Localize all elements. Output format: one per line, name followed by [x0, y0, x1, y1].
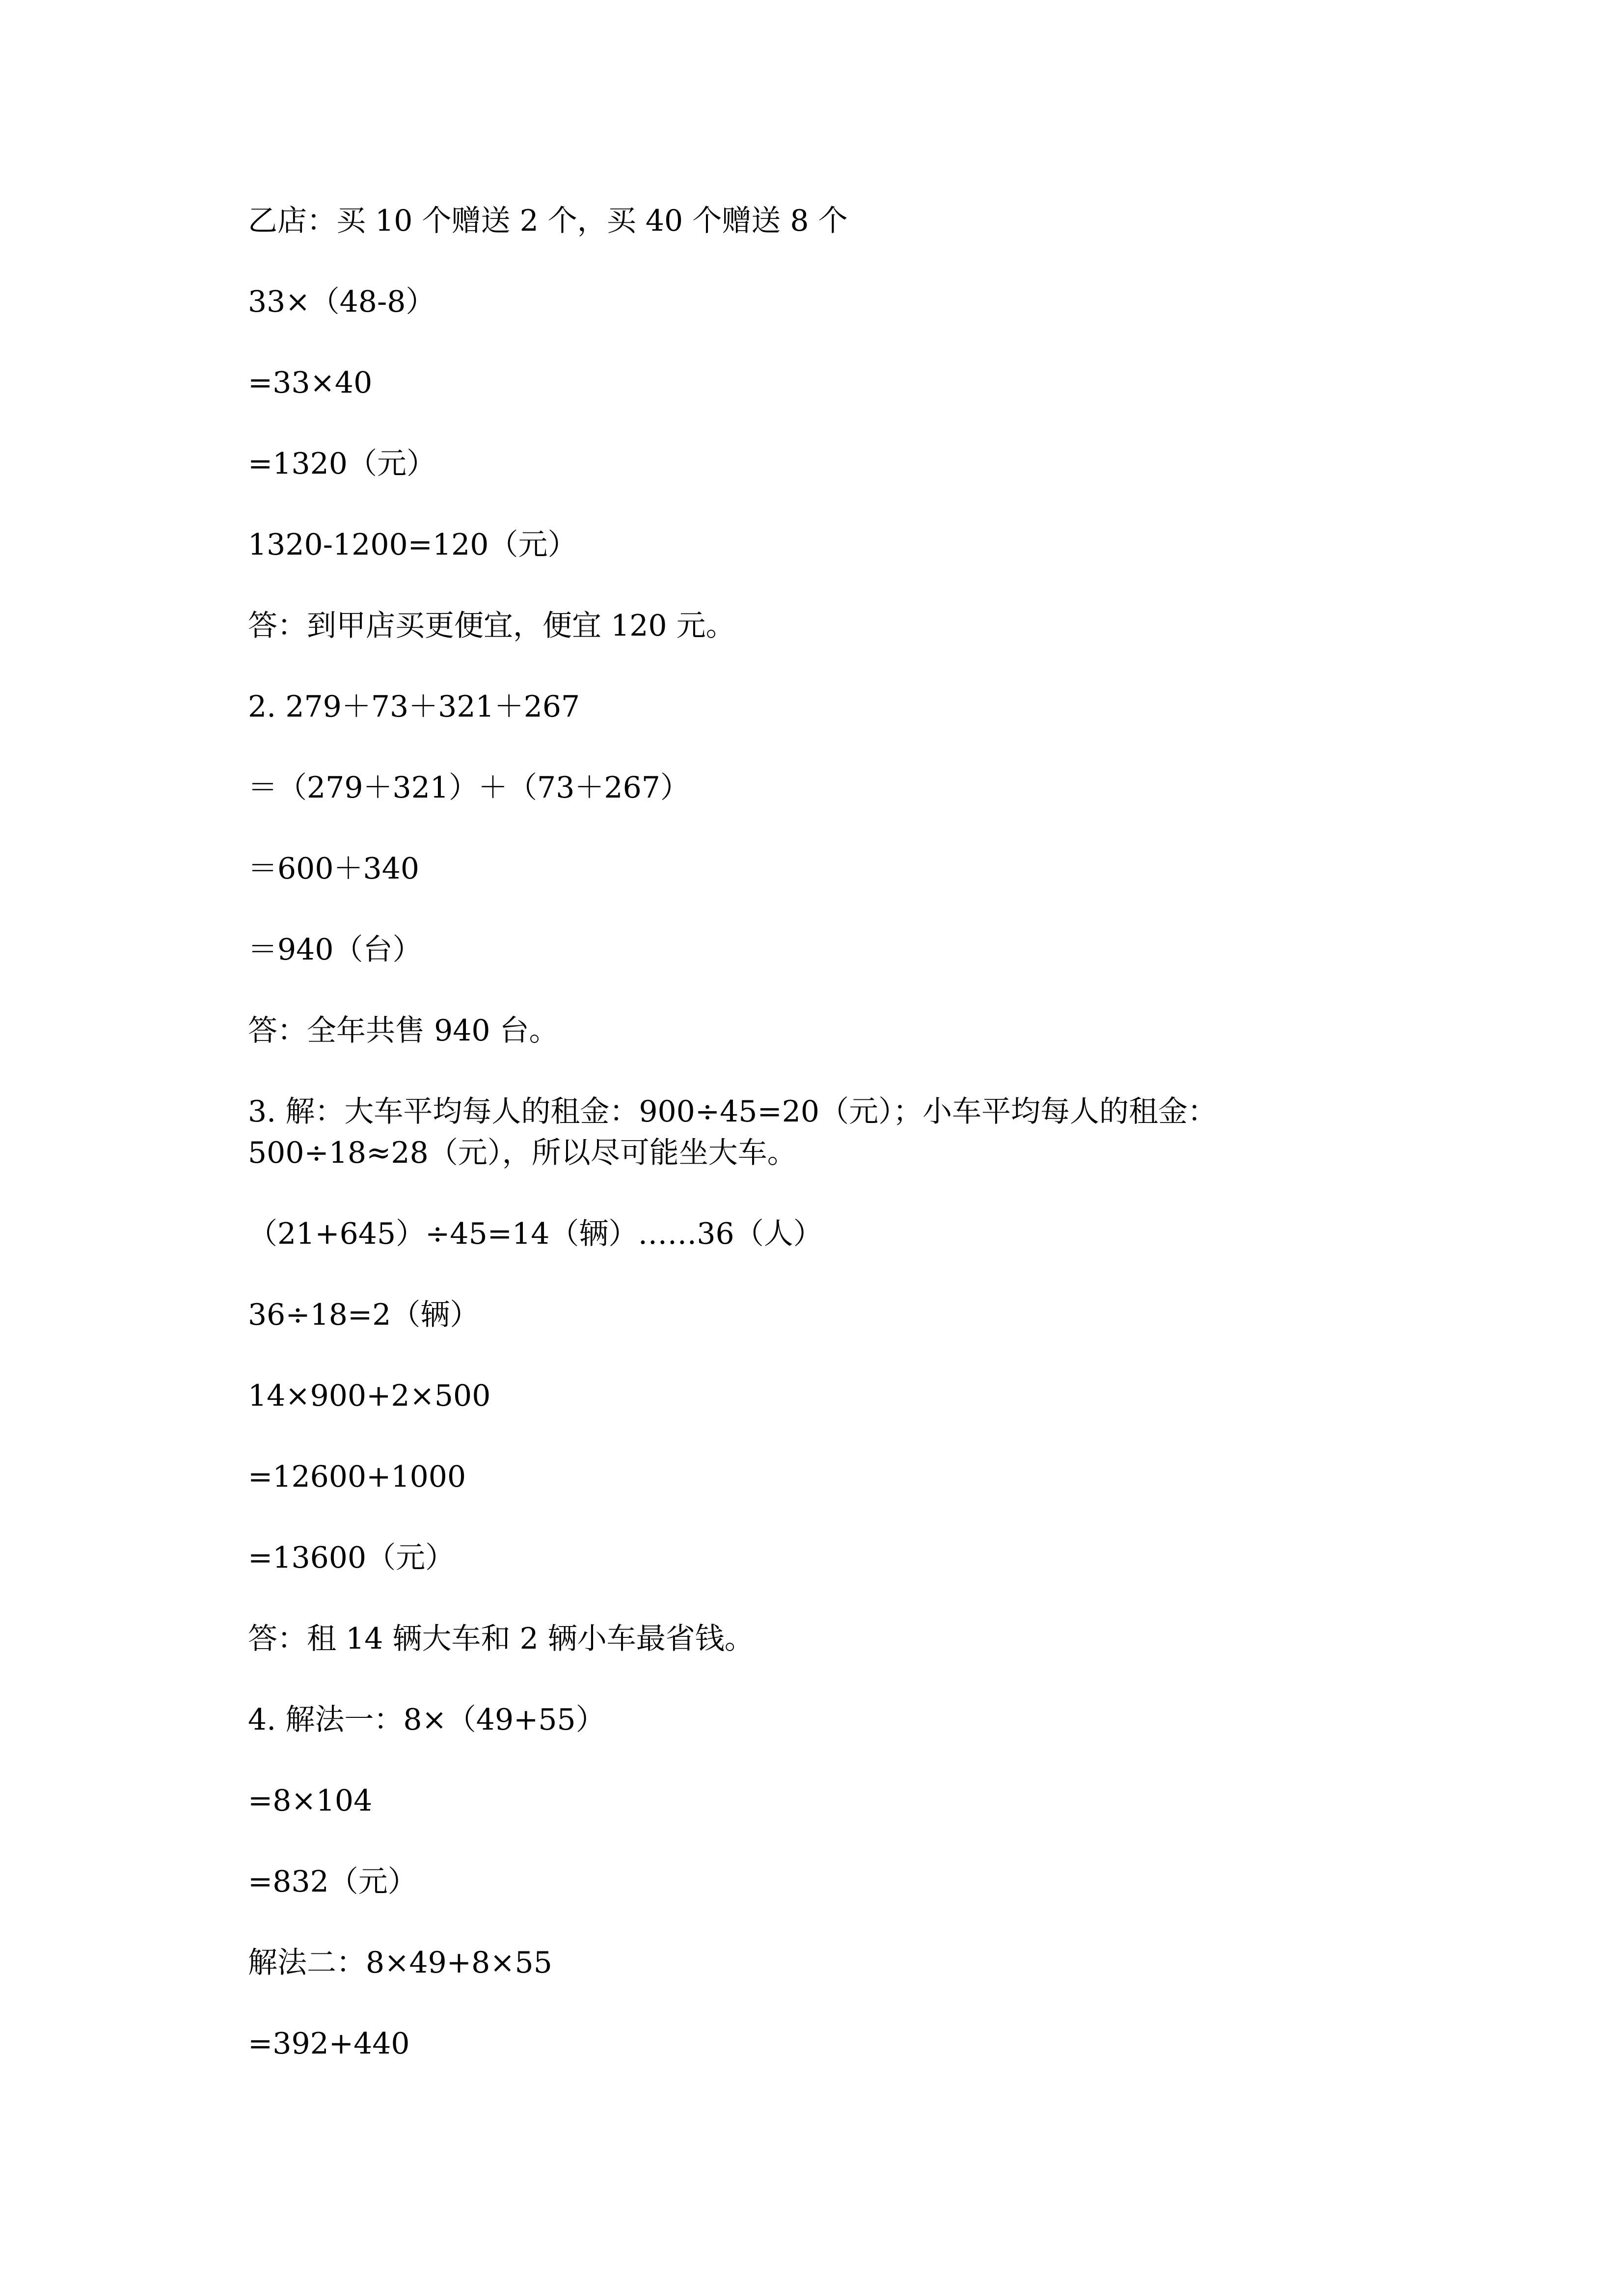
text-line-7: 2. 279＋73＋321＋267 [248, 690, 580, 724]
text-line-18: =13600（元） [248, 1541, 455, 1575]
text-line-12: 3. 解：大车平均每人的租金：900÷45=20（元）；小车平均每人的租金： [248, 1095, 1218, 1129]
text-line-14: （21+645）÷45=14（辆）……36（人） [248, 1217, 823, 1251]
text-line-22: =832（元） [248, 1865, 417, 1899]
text-line-8: ＝（279＋321）＋（73＋267） [248, 771, 690, 805]
text-line-5: 1320-1200=120（元） [248, 528, 577, 562]
text-line-13: 500÷18≈28（元），所以尽可能坐大车。 [248, 1136, 797, 1170]
text-line-19: 答：租 14 辆大车和 2 辆小车最省钱。 [248, 1622, 754, 1656]
text-line-4: =1320（元） [248, 447, 436, 481]
text-line-10: ＝940（台） [248, 933, 422, 967]
text-line-15: 36÷18=2（辆） [248, 1298, 480, 1332]
text-line-21: =8×104 [248, 1784, 373, 1818]
text-line-3: =33×40 [248, 366, 373, 400]
text-line-23: 解法二：8×49+8×55 [248, 1946, 552, 1980]
text-line-2: 33×（48-8） [248, 285, 435, 319]
text-line-9: ＝600＋340 [248, 852, 420, 886]
text-line-16: 14×900+2×500 [248, 1379, 491, 1413]
text-line-6: 答：到甲店买更便宜，便宜 120 元。 [248, 609, 735, 643]
text-line-20: 4. 解法一：8×（49+55） [248, 1703, 605, 1737]
text-line-24: =392+440 [248, 2027, 410, 2061]
text-line-11: 答：全年共售 940 台。 [248, 1014, 559, 1048]
text-line-1: 乙店：买 10 个赠送 2 个，买 40 个赠送 8 个 [248, 204, 848, 238]
text-line-17: =12600+1000 [248, 1460, 466, 1494]
